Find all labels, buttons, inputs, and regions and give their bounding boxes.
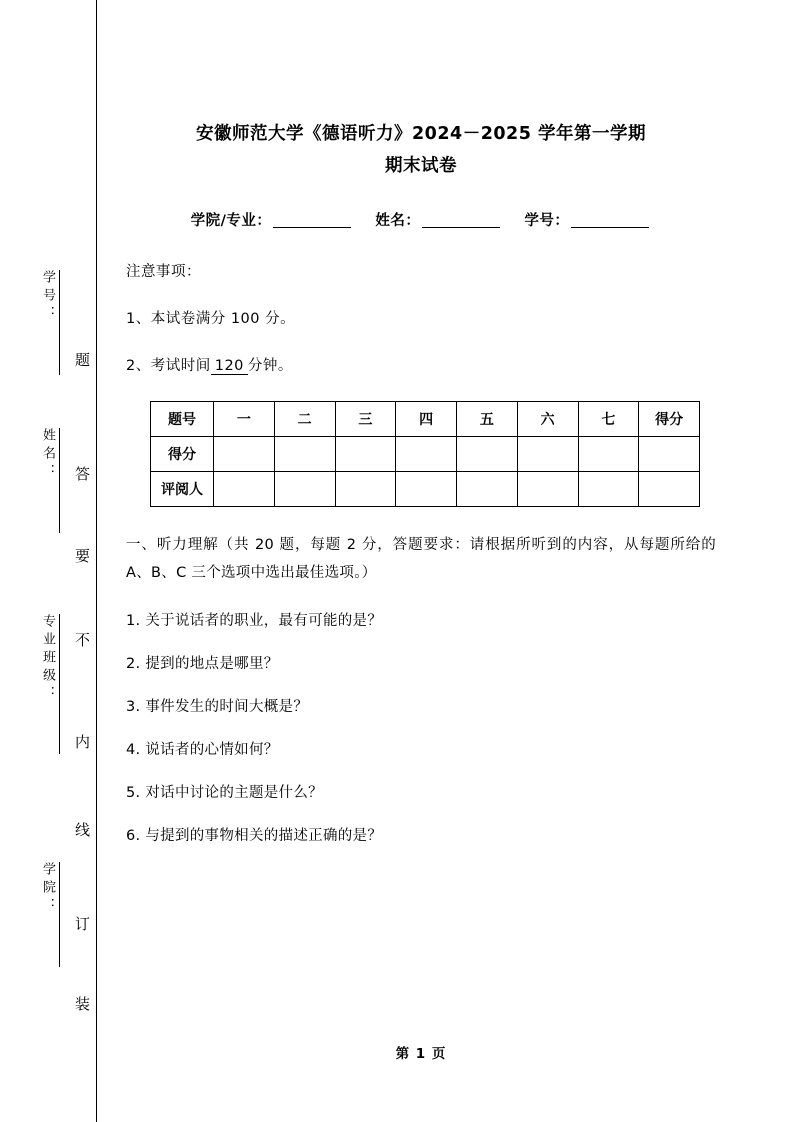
score-table-header-cell: 一 xyxy=(214,401,275,436)
question-item: 1. 关于说话者的职业，最有可能的是？ xyxy=(126,613,383,630)
field-label-name: 姓名： xyxy=(375,212,421,229)
score-table-header-cell: 得分 xyxy=(639,401,700,436)
score-table-header-cell: 二 xyxy=(274,401,335,436)
sidebar-label-class: 专业班级： xyxy=(38,614,60,754)
left-margin-rule xyxy=(96,0,97,1122)
score-cell[interactable] xyxy=(396,436,457,471)
table-row xyxy=(151,436,700,471)
score-cell[interactable] xyxy=(578,436,639,471)
score-cell[interactable] xyxy=(639,436,700,471)
notes-item-2 xyxy=(126,354,716,375)
section-heading: 一、听力理解（共 20 题，每题 2 分，答题要求：请根据所听到的内容，从每题所给的 A、B、C 三个选项中选出最佳选项。） xyxy=(126,536,716,582)
notes-heading: 注意事项： xyxy=(126,263,201,280)
reviewer-cell[interactable] xyxy=(335,471,396,506)
field-blank-name[interactable] xyxy=(422,227,500,228)
score-table-header-cell: 题号 xyxy=(151,401,214,436)
page-title xyxy=(126,0,716,183)
page-footer: 第 1 页 xyxy=(395,1046,447,1062)
sidebar-label-student-id: 学号： xyxy=(38,270,60,375)
notes-item-2-value: 120 xyxy=(211,358,248,375)
sidebar-char-da: 答 xyxy=(73,466,91,481)
score-table-header-cell: 七 xyxy=(578,401,639,436)
question-item: 4. 说话者的心情如何？ xyxy=(126,742,279,759)
score-cell[interactable] xyxy=(517,436,578,471)
score-table xyxy=(150,401,700,507)
page-title-line2: 期末试卷 xyxy=(385,156,457,177)
score-cell[interactable] xyxy=(335,436,396,471)
sidebar-char-ding: 订 xyxy=(73,916,91,931)
page-title-line1: 安徽师范大学《德语听力》2024－2025 学年第一学期 xyxy=(195,124,646,144)
score-cell[interactable] xyxy=(457,436,518,471)
question-item: 2. 提到的地点是哪里？ xyxy=(126,656,279,673)
sidebar-char-nei: 内 xyxy=(73,734,91,749)
notes-item-1: 1、本试卷满分 100 分。 xyxy=(126,310,296,327)
sidebar-char-ti: 题 xyxy=(73,352,91,367)
table-row xyxy=(151,471,700,506)
sidebar-label-name: 姓名： xyxy=(38,428,60,533)
notes-item-2-suffix: 分钟。 xyxy=(247,357,293,374)
sidebar-char-zhuang: 装 xyxy=(73,996,91,1011)
reviewer-cell[interactable] xyxy=(517,471,578,506)
sidebar-char-yao: 要 xyxy=(73,548,91,563)
sidebar-label-college: 学院： xyxy=(38,862,60,967)
score-table-header-cell: 四 xyxy=(396,401,457,436)
score-table-header-row xyxy=(151,401,700,436)
field-label-student-id: 学号： xyxy=(524,212,570,229)
exam-sheet xyxy=(126,0,716,1122)
question-item: 3. 事件发生的时间大概是？ xyxy=(126,699,309,716)
identity-fields-row xyxy=(126,209,716,230)
sidebar-char-xian: 线 xyxy=(73,822,91,837)
score-table-header-cell: 五 xyxy=(457,401,518,436)
notes-item-2-prefix: 2、考试时间 xyxy=(126,357,211,374)
score-table-header-cell: 三 xyxy=(335,401,396,436)
score-cell[interactable] xyxy=(274,436,335,471)
field-blank-student-id[interactable] xyxy=(571,227,649,228)
reviewer-row-label: 评阅人 xyxy=(151,471,214,506)
sidebar-char-bu: 不 xyxy=(73,632,91,647)
reviewer-cell[interactable] xyxy=(578,471,639,506)
field-label-college-major: 学院/专业： xyxy=(190,212,272,229)
field-blank-college-major[interactable] xyxy=(273,227,351,228)
reviewer-cell[interactable] xyxy=(396,471,457,506)
question-item: 5. 对话中讨论的主题是什么？ xyxy=(126,785,323,802)
question-item: 6. 与提到的事物相关的描述正确的是？ xyxy=(126,828,383,845)
reviewer-cell[interactable] xyxy=(214,471,275,506)
reviewer-cell[interactable] xyxy=(274,471,335,506)
score-table-header-cell: 六 xyxy=(517,401,578,436)
score-row-label: 得分 xyxy=(151,436,214,471)
score-cell[interactable] xyxy=(214,436,275,471)
reviewer-cell[interactable] xyxy=(639,471,700,506)
left-margin-annotations xyxy=(0,0,96,1122)
reviewer-cell[interactable] xyxy=(457,471,518,506)
